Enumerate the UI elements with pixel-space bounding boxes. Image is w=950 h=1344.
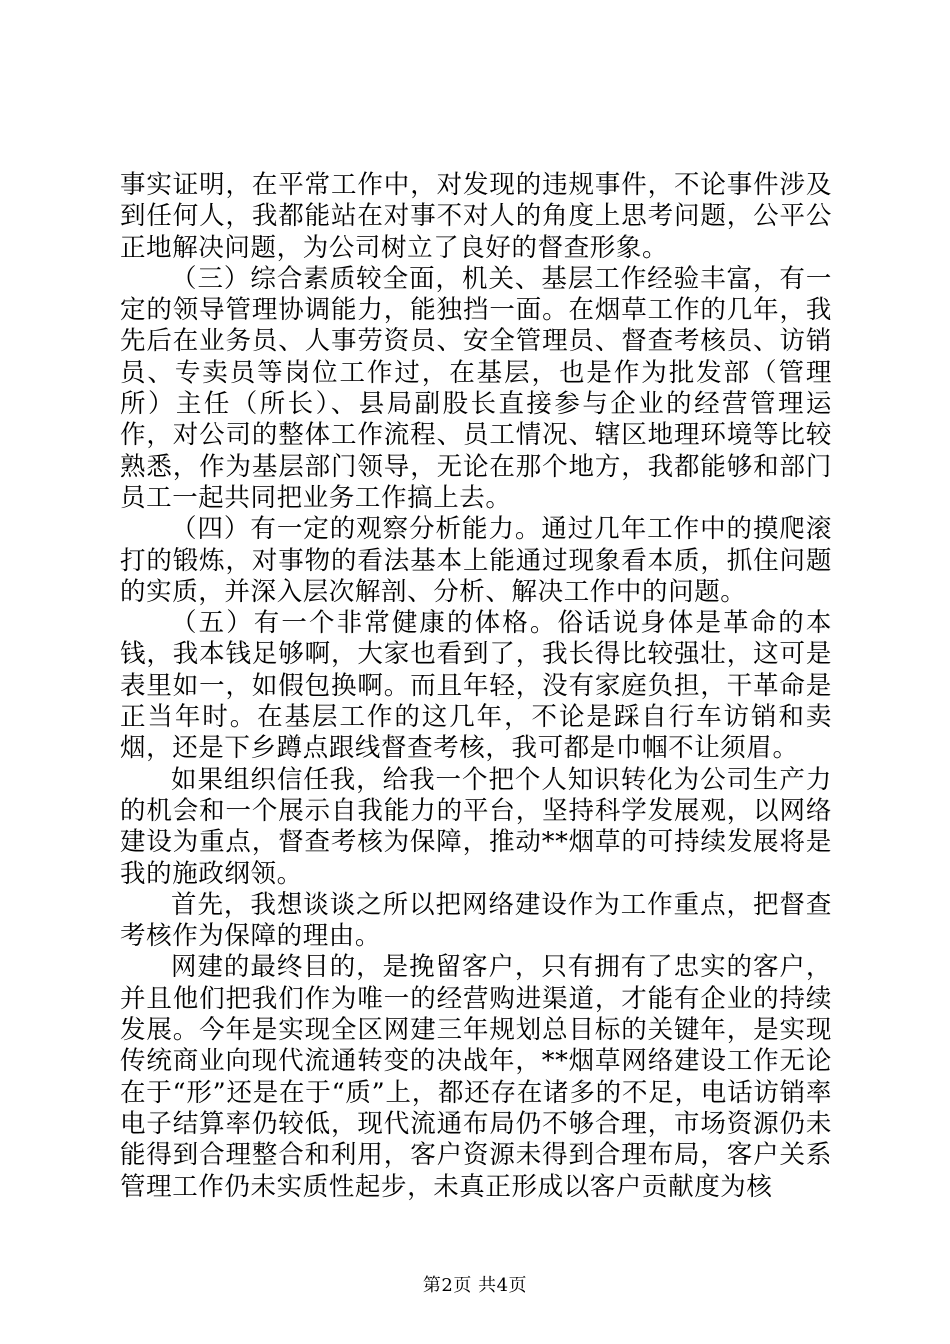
paragraph-section-3: （三）综合素质较全面，机关、基层工作经验丰富，有一定的领导管理协调能力，能独挡一面。在烟草工作的几年，我先后在业务员、人事劳资员、安全管理员、督查考核员、访销员、专卖员等岗位工作过，在基层，也是作为批发部（管理所）主任（所长）、县局副股长直接参与企业的经营管理运作，对公司的整体工作流程、员工情况、辖区地理环境等比较熟悉，作为基层部门领导，无论在那个地方，我都能够和部门员工一起共同把业务工作搞上去。 bbox=[120, 263, 832, 513]
paragraph-program: 如果组织信任我，给我一个把个人知识转化为公司生产力的机会和一个展示自我能力的平台，坚持科学发展观，以网络建设为重点，督查考核为保障，推动**烟草的可持续发展将是我的施政纲领。 bbox=[120, 764, 832, 889]
paragraph-first-reason: 首先，我想谈谈之所以把网络建设作为工作重点，把督查考核作为保障的理由。 bbox=[120, 889, 832, 952]
document-body bbox=[120, 170, 832, 1203]
paragraph-network: 网建的最终目的，是挽留客户，只有拥有了忠实的客户，并且他们把我们作为唯一的经营购进渠道，才能有企业的持续发展。今年是实现全区网建三年规划总目标的关键年，是实现传统商业向现代流通转变的决战年，**烟草网络建设工作无论在于“形”还是在于“质”上，都还存在诸多的不足，电话访销率电子结算率仍较低，现代流通布局仍不够合理，市场资源仍未能得到合理整合和利用，客户资源未得到合理布局，客户关系管理工作仍未实质性起步，未真正形成以客户贡献度为核 bbox=[120, 952, 832, 1202]
paragraph-section-4: （四）有一定的观察分析能力。通过几年工作中的摸爬滚打的锻炼，对事物的看法基本上能通过现象看本质，抓住问题的实质，并深入层次解剖、分析、解决工作中的问题。 bbox=[120, 514, 832, 607]
paragraph-continued: 事实证明，在平常工作中，对发现的违规事件，不论事件涉及到任何人，我都能站在对事不对人的角度上思考问题，公平公正地解决问题，为公司树立了良好的督查形象。 bbox=[120, 170, 832, 263]
page-footer: 第2页 共4页 bbox=[422, 1275, 528, 1296]
paragraph-section-5: （五）有一个非常健康的体格。俗话说身体是革命的本钱，我本钱足够啊，大家也看到了，我长得比较强壮，这可是表里如一，如假包换啊。而且年轻，没有家庭负担，干革命是正当年时。在基层工作的这几年，不论是踩自行车访销和卖烟，还是下乡蹲点跟线督查考核，我可都是巾帼不让须眉。 bbox=[120, 608, 832, 764]
